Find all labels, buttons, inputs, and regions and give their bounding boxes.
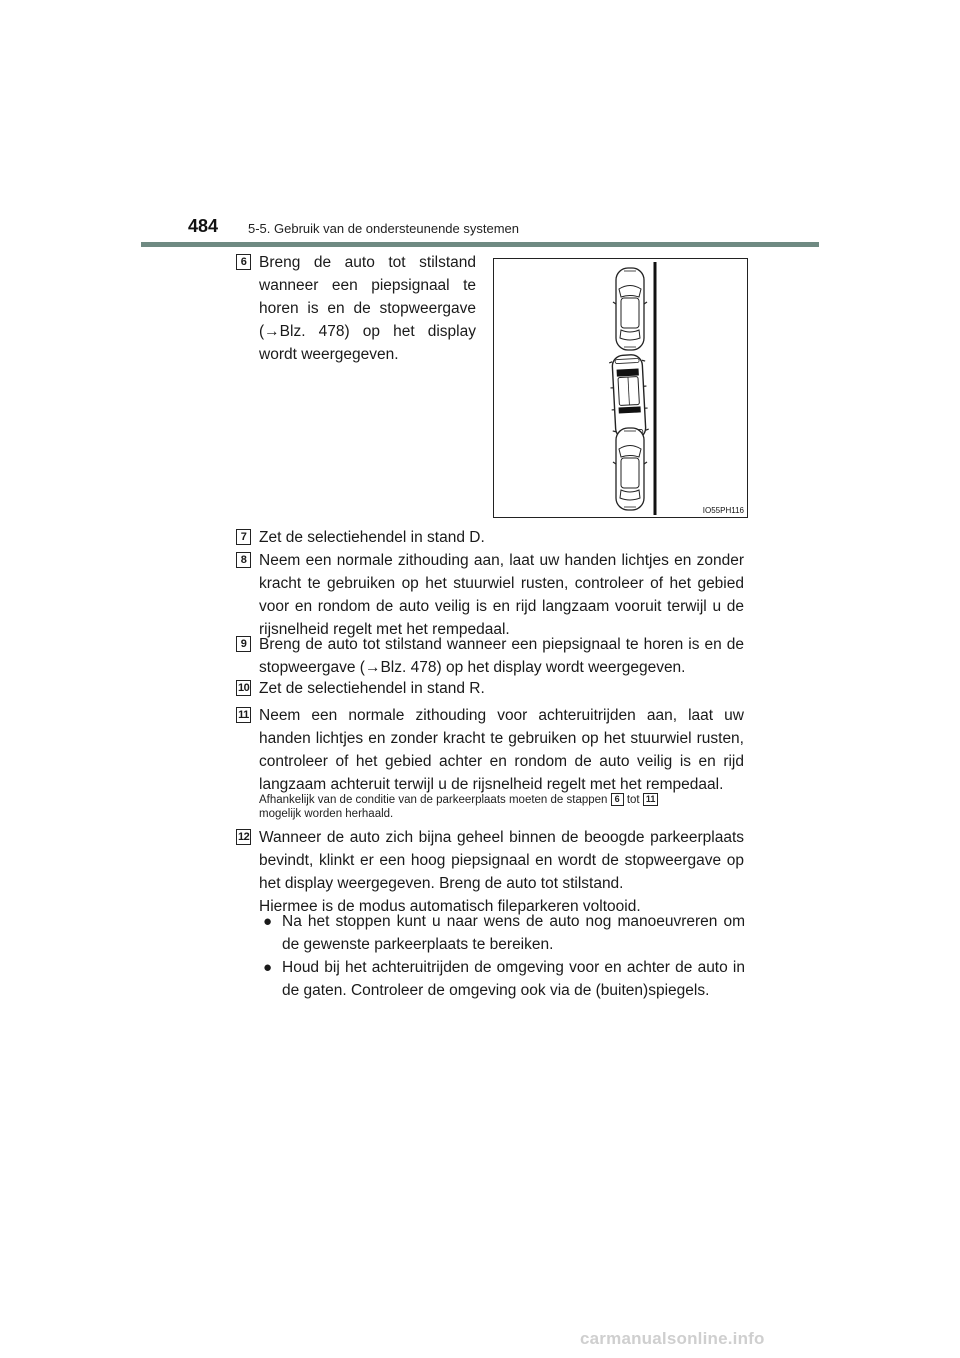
step-badge-8: 8	[236, 552, 251, 568]
note-text-before: Afhankelijk van de conditie van de parkeerplaats moeten de stappen	[259, 794, 608, 806]
bullet-item	[263, 910, 745, 956]
note-badge-to: 11	[643, 793, 659, 806]
bullet-dot-icon: ●	[263, 913, 273, 930]
bullet-text: Na het stoppen kunt u naar wens de auto nog manoeuvreren om de gewenste parkeerplaats te bereiken.	[282, 913, 745, 953]
step-badge-9: 9	[236, 636, 251, 652]
step-7-text: Zet de selectiehendel in stand D.	[259, 529, 485, 546]
step-6-text: Breng de auto tot stilstand wanneer een piepsignaal te horen is en de stopweergave (→Blz. 478) op het display wordt weergegeven.	[259, 254, 476, 363]
step-9-text: Breng de auto tot stilstand wanneer een piepsignaal te horen is en de stopweergave (→Blz. 478) op het display wordt weergegeven.	[259, 636, 744, 676]
note-text-middle: tot	[626, 794, 640, 806]
step-8-text: Neem een normale zithouding aan, laat uw handen lichtjes en zonder kracht te gebruiken op het stuurwiel rusten, controleer of het gebied voor en rondom de auto veilig is en rijd langzaam vooruit terwijl u de rijsnelheid regelt met het rempedaal.	[259, 552, 744, 638]
step-badge-10: 10	[238, 682, 250, 694]
step-12-text-completion: Hiermee is de modus automatisch fileparkeren voltooid.	[259, 898, 641, 915]
step-badge-6: 6	[236, 254, 251, 270]
figure-code: IO55PH116	[702, 506, 744, 515]
parking-illustration	[493, 258, 748, 518]
watermark: carmanualsonline.info	[580, 1329, 765, 1348]
own-car	[609, 354, 649, 440]
bullet-text: Houd bij het achteruitrijden de omgeving voor en achter de auto in de gaten. Controleer de omgeving ook via de (buiten)spiegels.	[282, 959, 745, 999]
step-11-text: Neem een normale zithouding voor achteruitrijden aan, laat uw handen lichtjes en zonder kracht te gebruiken op het stuurwiel rusten, controleer of het gebied achter en rondom de auto veilig is en rijd langzaam achteruit terwijl u de rijsnelheid regelt met het rempedaal.	[259, 707, 744, 793]
step-badge-7: 7	[236, 529, 251, 545]
step-badge-11: 11	[236, 707, 251, 723]
step-10-text: Zet de selectiehendel in stand R.	[259, 680, 485, 697]
bullet-item	[263, 956, 745, 1002]
bullet-dot-icon: ●	[263, 959, 273, 976]
page-number: 484	[188, 216, 219, 236]
header-rule	[141, 242, 819, 247]
section-title: 5-5. Gebruik van de ondersteunende systemen	[248, 221, 520, 236]
step-badge-12: 12	[238, 831, 250, 843]
note-text-after: mogelijk worden herhaald.	[259, 808, 394, 820]
note-badge-from: 6	[611, 793, 624, 806]
step-12-text-main: Wanneer de auto zich bijna geheel binnen de beoogde parkeerplaats bevindt, klinkt er een hoog piepsignaal en wordt de stopweergave op het display weergegeven. Breng de auto tot stilstand.	[259, 829, 744, 892]
parked-car-front	[613, 268, 647, 350]
repeat-note	[259, 793, 749, 821]
parking-diagram	[494, 259, 747, 517]
parked-car-rear	[613, 428, 647, 510]
step-12-text	[259, 826, 744, 918]
